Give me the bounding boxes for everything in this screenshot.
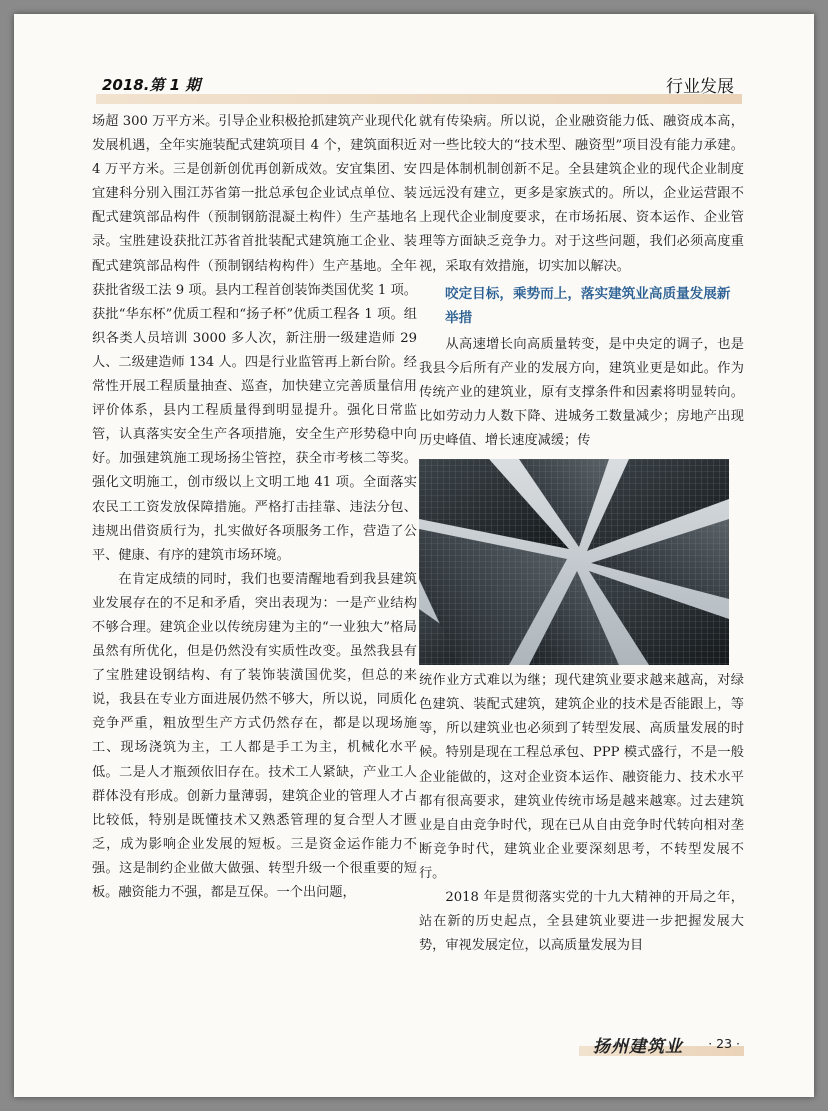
issue-label: 2018.第 1 期: [102, 76, 201, 94]
magazine-logo: 扬州建筑业: [593, 1037, 683, 1057]
page-header: [96, 74, 742, 104]
page-footer: [579, 1032, 744, 1058]
paragraph: 在肯定成绩的同时，我们也要清醒地看到我县建筑业发展存在的不足和矛盾，突出表现为：一是产业结构不够合理。建筑企业以传统房建为主的“一业独大”格局虽然有所优化，但是仍然没有实质性改变。虽然我县有了宝胜建设钢结构、有了装饰装潢国优奖，但总的来说，我县在专业方面进展仍然不够大，所以说，同质化竞争严重，粗放型生产方式仍然存在，都是以现场施工、现场浇筑为主，工人都是手工为主，机械化水平低。二是人才瓶颈依旧存在。技术工人紧缺，产业工人群体没有形成。创新力量薄弱，建筑企业的管理人才占比较低，特别是既懂技术又熟悉管理的复合型人才匮乏，成为影响企业发展的短板。三是资金运作能力不强。这是制约企业做大做强、转型升级一个很重要的短板。融资能力不强，都是互保。一个出问题，: [92, 571, 417, 900]
skyscraper-photo: [419, 459, 729, 665]
paragraph: 从高速增长向高质量转变，是中央定的调子，也是我县今后所有产业的发展方向，建筑业更是如此。作为传统产业的建筑业，原有支撑条件和因素将明显转向。比如劳动力人数下降、进城务工数量减少；房地产出现历史峰值、增长速度减缓；传: [419, 336, 744, 449]
section-title: 行业发展: [666, 77, 734, 97]
page-number: · 23 ·: [708, 1036, 740, 1051]
paragraph: 2018 年是贯彻落实党的十九大精神的开局之年，站在新的历史起点，全县建筑业要进一步把握发展大势，审视发展定位，以高质量发展为目: [419, 889, 744, 954]
right-column: [419, 110, 744, 958]
magazine-page: [14, 14, 814, 1097]
paragraph: 场超 300 万平方米。引导企业积极抢抓建筑产业现代化发展机遇，全年实施装配式建筑项目 4 个，建筑面积近 4 万平方米。三是创新创优再创新成效。安宜集团、安宜建科分别入围江苏省第一批总承包企业试点单位、装配式建筑部品构件（预制钢筋混凝土构件）生产基地名录。宝胜建设获批江苏省首批装配式建筑施工企业、装配式建筑部品构件（预制钢结构构件）生产基地。全年获批省级工法 9 项。县内工程首创装饰类国优奖 1 项。获批“华东杯”优质工程和“扬子杯”优质工程各 1 项。组织各类人员培训 3000 多人次，新注册一级建造师 29 人、二级建造师 134 人。四是行业监管再上新台阶。经常性开展工程质量抽查、巡查，加快建立完善质量信用评价体系，县内工程质量得到明显提升。强化日常监管，认真落实安全生产各项措施，安全生产形势稳中向好。加强建筑施工现场扬尘管控，获全市考核二等奖。强化文明施工，创市级以上文明工地 41 项。全面落实农民工工资发放保障措施。严格打击挂靠、违法分包、违规出借资质行为，扎实做好各项服务工作，营造了公平、健康、有序的建筑市场环境。: [92, 114, 417, 563]
header-band: [96, 94, 742, 104]
skyscraper-photo-graphic: [419, 459, 729, 665]
section-subheading: 咬定目标，乘势而上，落实建筑业高质量发展新举措: [445, 285, 731, 326]
paragraph: 就有传染病。所以说，企业融资能力低、融资成本高，对一些比较大的“技术型、融资型”项目没有能力承建。四是体制机制创新不足。全县建筑企业的现代企业制度远远没有建立，更多是家族式的。所以，企业运营跟不上现代企业制度要求，在市场拓展、资本运作、企业管理等方面缺乏竞争力。对于这些问题，我们必须高度重视，采取有效措施，切实加以解决。: [419, 114, 744, 274]
paragraph: 统作业方式难以为继；现代建筑业要求越来越高，对绿色建筑、装配式建筑，建筑企业的技术是否能跟上，等等，所以建筑业也必须到了转型发展、高质量发展的时候。特别是现在工程总承包、PPP 模式盛行，不是一般企业能做的，这对企业资本运作、融资能力、技术水平都有很高要求，建筑业传统市场是越来越寒。过去建筑业是自由竞争时代，现在已从自由竞争时代转向相对垄断竞争时代，建筑业企业要深刻思考，不转型发展不行。: [419, 673, 744, 881]
left-column: [92, 110, 417, 905]
